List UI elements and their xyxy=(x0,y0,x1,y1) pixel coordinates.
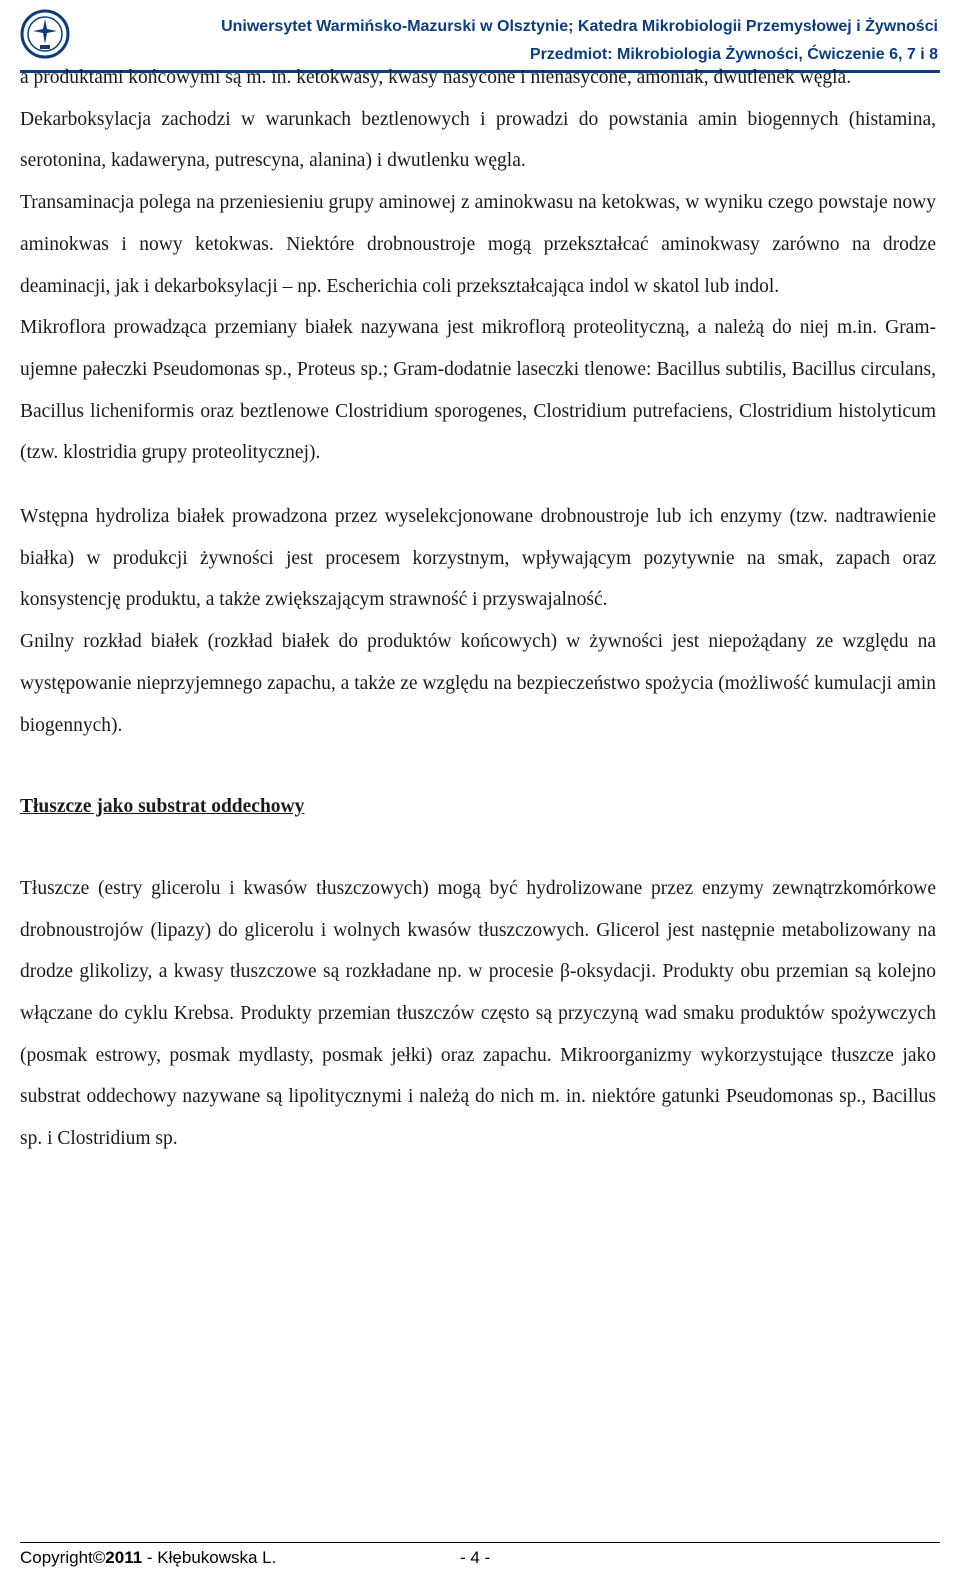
header-course: Przedmiot: Mikrobiologia Żywności, Ćwiczenie 6, 7 i 8 xyxy=(529,46,938,63)
copyright-author: - Kłębukowska L. xyxy=(142,1548,277,1567)
copyright-year: 2011 xyxy=(105,1548,143,1567)
section-heading: Tłuszcze jako substrat oddechowy xyxy=(20,796,305,818)
paragraph-7: Tłuszcze (estry glicerolu i kwasów tłuszczowych) mogą być hydrolizowane przez enzymy zewnątrzkomórkowe drobnoustrojów (lipazy) do glicerolu i wolnych kwasów tłuszczowych. Glicerol jest następnie metabolizowany na drodze glikolizy, a kwasy tłuszczowe są rozkładane np. w procesie β-oksydacji. Produkty obu przemian są kolejno włączane do cyklu Krebsa. Produkty przemian tłuszczów często są przyczyną wad smaku produktów spożywczych (posmak estrowy, posmak mydlasty, posmak jełki) oraz zapachu. Mikroorganizmy wykorzystujące tłuszcze jako substrat oddechowy nazywane są lipolitycznymi i należą do nich m. in. niektóre gatunki Pseudomonas sp., Bacillus sp. i Clostridium sp. xyxy=(20,877,936,1150)
paragraph-6: Gnilny rozkład białek (rozkład białek do produktów końcowych) w żywności jest niepożądany ze względu na występowanie nieprzyjemnego zapachu, a także ze względu na bezpieczeństwo spożycia (możliwość kumulacji amin biogennych). xyxy=(20,631,936,736)
copyright-prefix: Copyright© xyxy=(20,1548,106,1567)
page-number: - 4 - xyxy=(460,1548,491,1567)
paragraph-1: a produktami końcowymi są m. in. ketokwasy, kwasy nasycone i nienasycone, amoniak, dwutlenek węgla. xyxy=(20,67,852,88)
paragraph-4: Mikroflora prowadząca przemiany białek nazywana jest mikroflorą proteolityczną, a należą do niej m.in. Gram-ujemne pałeczki Pseudomonas sp., Proteus sp.; Gram-dodatnie laseczki tlenowe: Bacillus subtilis, Bacillus circulans, Bacillus licheniformis oraz beztlenowe Clostridium sporogenes, Clostridium putrefaciens, Clostridium histolyticum (tzw. klostridia grupy proteolitycznej). xyxy=(20,317,936,464)
paragraph-3: Transaminacja polega na przeniesieniu grupy aminowej z aminokwasu na ketokwas, w wyniku czego powstaje nowy aminokwas i nowy ketokwas. Niektóre drobnoustroje mogą przekształcać aminokwasy zarówno na drodze deaminacji, jak i dekarboksylacji – np. Escherichia coli przekształcająca indol w skatol lub indol. xyxy=(20,192,936,297)
document-body xyxy=(20,57,936,1160)
spacer xyxy=(20,474,936,496)
header-institution: Uniwersytet Warmińsko-Mazurski w Olsztynie; Katedra Mikrobiologii Przemysłowej i Żywności xyxy=(221,18,938,35)
university-seal-icon xyxy=(20,4,70,64)
footer-copyright xyxy=(20,1548,276,1568)
spacer xyxy=(20,746,936,786)
spacer xyxy=(20,828,936,868)
page-footer xyxy=(20,1542,940,1567)
paragraph-2: Dekarboksylacja zachodzi w warunkach beztlenowych i prowadzi do powstania amin biogennych (histamina, serotonina, kadaweryna, putrescyna, alanina) i dwutlenku węgla. xyxy=(20,108,936,172)
paragraph-5: Wstępna hydroliza białek prowadzona przez wyselekcjonowane drobnoustroje lub ich enzymy (tzw. nadtrawienie białka) w produkcji żywności jest procesem korzystnym, wpływającym pozytywnie na smak, zapach oraz konsystencję produktu, a także zwiększającym strawność i przyswajalność. xyxy=(20,506,936,611)
